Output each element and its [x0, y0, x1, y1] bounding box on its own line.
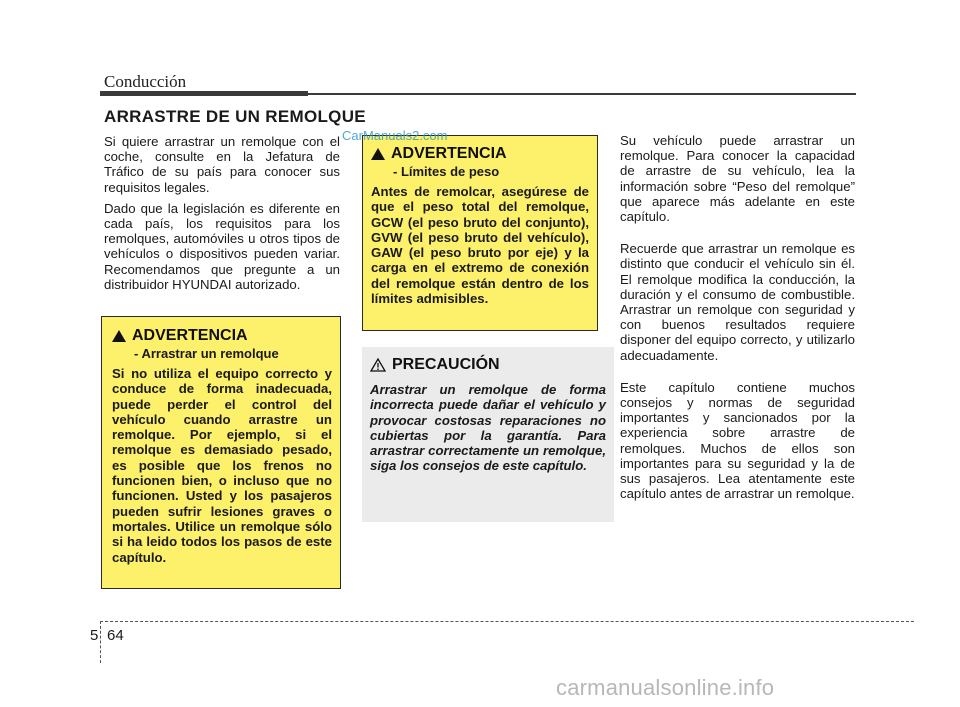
- left-column: [104, 134, 340, 298]
- right-column: [620, 133, 855, 518]
- chapter-number: 5: [90, 627, 99, 644]
- warning-title: ADVERTENCIA: [391, 145, 507, 162]
- caution-title: PRECAUCIÓN: [392, 356, 500, 373]
- watermark-text: CarManuals2.com: [342, 128, 448, 143]
- paragraph: Si quiere arrastrar un remolque con el coche, consulte en la Jefatura de Tráfico de su país para conocer sus requisitos legales.: [104, 134, 340, 195]
- caution-heading: [370, 356, 606, 374]
- paragraph: Su vehículo puede arrastrar un remolque. Para conocer la capacidad de arrastre de su vehículo, lea la información sobre “Peso del remolque” que aparece más adelante en este capítulo.: [620, 133, 855, 225]
- warning-subheading: - Límites de peso: [393, 164, 500, 179]
- paragraph: Recuerde que arrastrar un remolque es distinto que conducir el vehículo sin él. El remolque modifica la conducción, la duración y el consumo de combustible. Arrastrar un remolque con seguridad y con buenos resultados requiere disponer del equipo correcto, y utilizarlo adecuadamente.: [620, 241, 855, 363]
- warning-title: ADVERTENCIA: [132, 327, 248, 344]
- warning-triangle-icon: [112, 330, 126, 342]
- warning-body: Antes de remolcar, asegúrese de que el peso total del remolque, GCW (el peso bruto del conjunto), GVW (el peso bruto del vehículo), GAW (el peso bruto por eje) y la carga en el extremo de conexión del remolque están dentro de los límites admisibles.: [371, 184, 589, 307]
- warning-triangle-icon: [371, 148, 385, 160]
- paragraph: Dado que la legislación es diferente en cada país, los requisitos para los remolques, automóviles u otros tipos de vehículos o dispositivos pueden variar. Recomendamos que pregunte a un distribuidor HYUNDAI autorizado.: [104, 200, 340, 292]
- page-title: ARRASTRE DE UN REMOLQUE: [104, 107, 366, 126]
- warning-body: Si no utiliza el equipo correcto y conduce de forma inadecuada, puede perder el control del vehículo cuando arrastre un remolque. Por ejemplo, si el remolque es demasiado pesado, es posible que los frenos no funcionen bien, o incluso que no funcionen. Usted y los pasajeros pueden sufrir lesiones graves o mortales. Utilice un remolque sólo si ha leido todos los pasos de este capítulo.: [112, 366, 332, 565]
- page-number: 64: [107, 627, 124, 644]
- section-header: Conducción: [104, 72, 187, 91]
- header-rule-thin: [308, 93, 856, 95]
- caution-body: Arrastrar un remolque de forma incorrecta puede dañar el vehículo y provocar costosas reparaciones no cubiertas por la garantía. Para arrastrar correctamente un remolque, siga los consejos de este capítulo.: [370, 382, 606, 474]
- footer-dashed-rule: [100, 621, 914, 622]
- caution-box: [362, 347, 614, 522]
- paragraph: Este capítulo contiene muchos consejos y normas de seguridad importantes y sancionados por la experiencia sobre arrastre de remolques. Muchos de ellos son importantes para su seguridad y la de sus pasajeros. Lea atentamente este capítulo antes de arrastrar un remolque.: [620, 379, 855, 502]
- warning-heading: [371, 145, 589, 163]
- warning-box-weight: [362, 135, 598, 331]
- warning-heading: [112, 327, 332, 345]
- site-watermark: carmanualsonline.info: [556, 675, 775, 700]
- warning-subheading: - Arrastrar un remolque: [134, 346, 279, 361]
- footer-dashed-divider: [100, 621, 101, 663]
- warning-box-towing: [101, 316, 341, 589]
- header-rule-thick: [100, 91, 308, 96]
- caution-triangle-icon: [370, 358, 386, 372]
